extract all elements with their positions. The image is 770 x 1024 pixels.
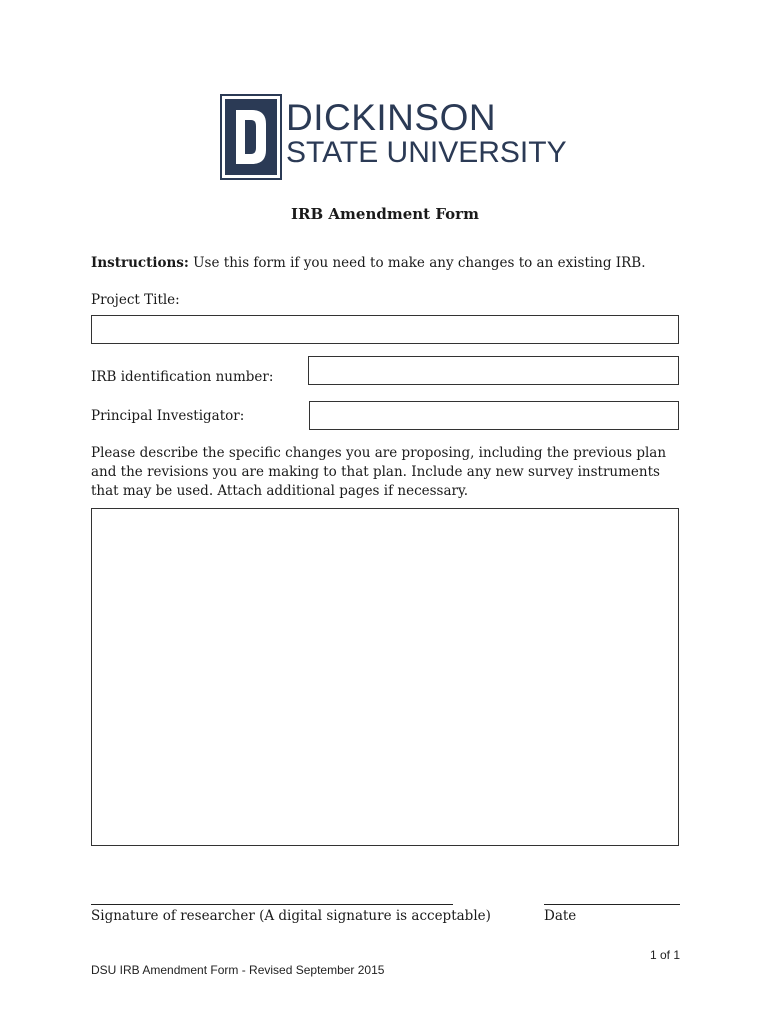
signature-line[interactable] bbox=[91, 904, 453, 905]
signature-label: Signature of researcher (A digital signature is acceptable) bbox=[91, 908, 491, 924]
project-title-field[interactable] bbox=[91, 315, 679, 344]
changes-textarea[interactable] bbox=[91, 508, 679, 846]
d-shield-icon bbox=[220, 94, 282, 180]
instructions bbox=[91, 254, 691, 273]
project-title-label: Project Title: bbox=[91, 292, 180, 308]
logo-line2: STATE UNIVERSITY bbox=[286, 136, 567, 169]
date-label: Date bbox=[544, 908, 577, 924]
pi-field[interactable] bbox=[309, 401, 679, 430]
university-logo bbox=[220, 94, 567, 180]
page-number: 1 of 1 bbox=[649, 948, 680, 962]
pi-label: Principal Investigator: bbox=[91, 408, 245, 424]
irb-number-label: IRB identification number: bbox=[91, 369, 274, 385]
form-title: IRB Amendment Form bbox=[291, 205, 479, 223]
logo-line1: DICKINSON bbox=[286, 97, 497, 138]
changes-value bbox=[92, 509, 678, 521]
project-title-value bbox=[92, 316, 678, 326]
irb-number-value bbox=[309, 357, 678, 367]
irb-number-field[interactable] bbox=[308, 356, 679, 385]
instructions-text: Use this form if you need to make any changes to an existing IRB. bbox=[188, 255, 646, 271]
changes-prompt: Please describe the specific changes you are proposing, including the previous plan and the revisions you are making to that plan. Include any new survey instruments that may be used. Attach additional pages if necessary. bbox=[91, 445, 667, 499]
instructions-label: Instructions: bbox=[91, 255, 189, 271]
date-line[interactable] bbox=[544, 904, 680, 905]
revision-note: DSU IRB Amendment Form - Revised September 2015 bbox=[91, 963, 385, 977]
pi-value bbox=[310, 402, 678, 412]
